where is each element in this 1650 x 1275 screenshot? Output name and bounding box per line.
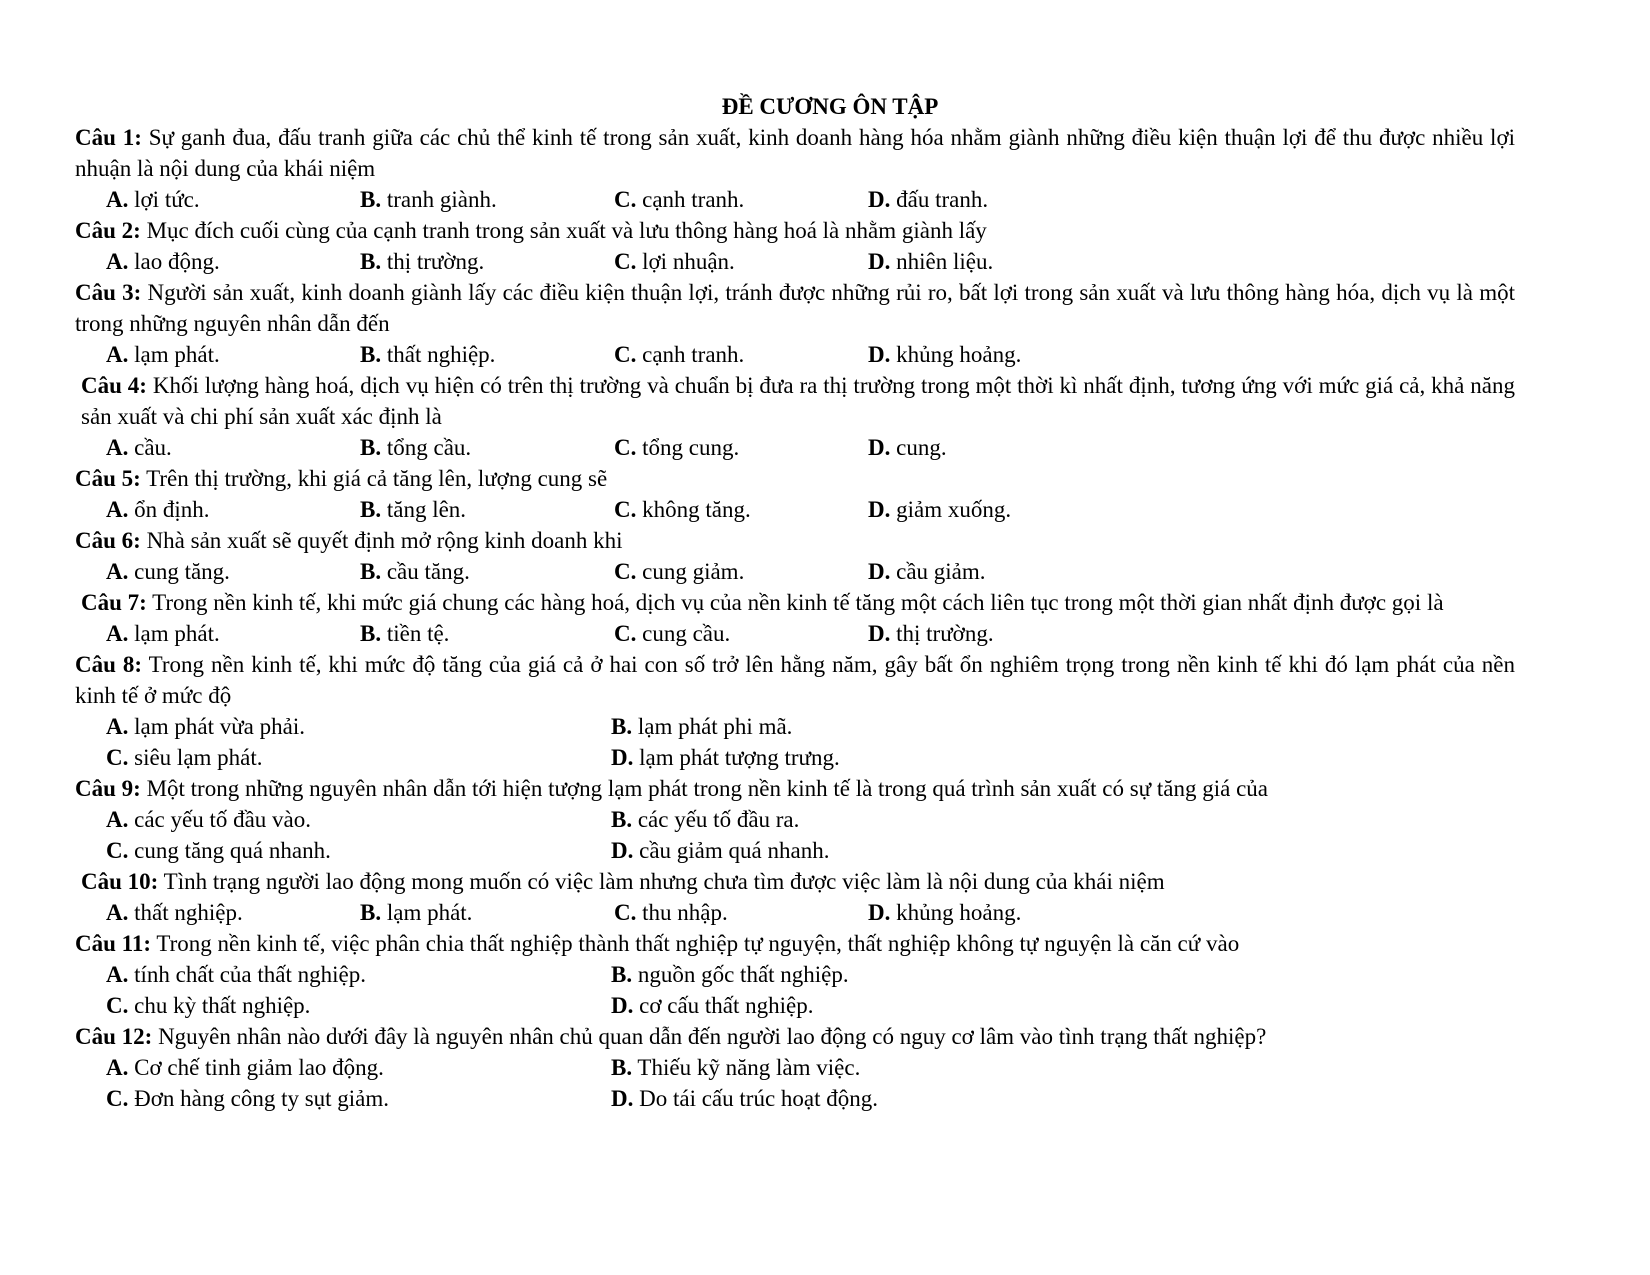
option-letter: B. [360, 187, 382, 212]
question-stem [75, 587, 1515, 618]
answer-options [75, 432, 1515, 463]
option-text: các yếu tố đầu vào. [128, 807, 312, 832]
question-stem [75, 928, 1515, 959]
answer-option [611, 1083, 1116, 1114]
question-label: Câu 7: [81, 590, 147, 615]
option-letter: C. [614, 187, 637, 212]
option-text: không tăng. [636, 497, 751, 522]
option-text: cung. [890, 435, 947, 460]
option-text: cạnh tranh. [636, 187, 745, 212]
answer-option [360, 618, 614, 649]
option-text: cung tăng. [128, 559, 230, 584]
option-text: Do tái cấu trúc hoạt động. [633, 1086, 878, 1111]
option-text: lợi tức. [128, 187, 200, 212]
question-label: Câu 10: [81, 869, 159, 894]
option-letter: A. [106, 807, 129, 832]
question-label: Câu 2: [75, 218, 141, 243]
option-letter: C. [106, 838, 129, 863]
option-text: nguồn gốc thất nghiệp. [632, 962, 849, 987]
option-text: thất nghiệp. [128, 900, 243, 925]
option-text: lạm phát vừa phải. [128, 714, 305, 739]
option-letter: B. [611, 807, 633, 832]
option-text: đấu tranh. [890, 187, 989, 212]
option-text: Thiếu kỹ năng làm việc. [632, 1055, 861, 1080]
answer-option [106, 1083, 611, 1114]
option-letter: C. [106, 745, 129, 770]
option-letter: B. [360, 621, 382, 646]
answer-option [360, 556, 614, 587]
answer-option [360, 494, 614, 525]
document-title: ĐỀ CƯƠNG ÔN TẬP [721, 94, 939, 119]
option-text: lạm phát phi mã. [632, 714, 793, 739]
answer-options [75, 339, 1515, 370]
option-text: thị trường. [890, 621, 994, 646]
question-stem [75, 1021, 1515, 1052]
answer-option [614, 246, 868, 277]
option-letter: D. [611, 745, 634, 770]
answer-option [868, 246, 1122, 277]
option-text: cung giảm. [636, 559, 745, 584]
option-text: lạm phát tượng trưng. [633, 745, 840, 770]
answer-option [106, 804, 611, 835]
answer-option [106, 1052, 611, 1083]
question-stem [75, 122, 1515, 184]
option-letter: D. [868, 187, 891, 212]
option-text: khủng hoảng. [890, 342, 1022, 367]
option-letter: B. [360, 559, 382, 584]
question-text: Sự ganh đua, đấu tranh giữa các chủ thể kinh tế trong sản xuất, kinh doanh hàng hóa nhằm giành những điều kiện thuận lợi để thu được nhiều lợi nhuận là nội dung của khái niệm [75, 125, 1516, 181]
question-label: Câu 11: [75, 931, 152, 956]
option-text: Cơ chế tinh giảm lao động. [128, 1055, 384, 1080]
question-stem [75, 277, 1515, 339]
answer-option [360, 246, 614, 277]
option-letter: C. [614, 342, 637, 367]
question-stem [75, 370, 1515, 432]
option-letter: A. [106, 714, 129, 739]
option-text: thất nghiệp. [381, 342, 496, 367]
question-12 [75, 1021, 1515, 1114]
answer-option [868, 339, 1122, 370]
option-text: cầu. [128, 435, 172, 460]
answer-options [75, 711, 1515, 773]
option-letter: C. [614, 559, 637, 584]
option-text: Đơn hàng công ty sụt giảm. [128, 1086, 390, 1111]
question-label: Câu 6: [75, 528, 141, 553]
option-letter: D. [611, 993, 634, 1018]
question-stem [75, 649, 1515, 711]
question-text: Khối lượng hàng hoá, dịch vụ hiện có trên thị trường và chuẩn bị đưa ra thị trường trong một thời kì nhất định, tương ứng với mức giá cả, khả năng sản xuất và chi phí sản xuất xác định là [81, 373, 1515, 429]
answer-options [75, 246, 1515, 277]
question-label: Câu 1: [75, 125, 142, 150]
option-text: thị trường. [381, 249, 485, 274]
document-page [75, 92, 1515, 1114]
answer-option [611, 742, 1116, 773]
option-letter: D. [611, 838, 634, 863]
question-label: Câu 5: [75, 466, 141, 491]
answer-option [614, 184, 868, 215]
answer-option [868, 618, 1122, 649]
answer-options [75, 556, 1515, 587]
option-letter: D. [868, 342, 891, 367]
option-letter: B. [360, 249, 382, 274]
answer-option [611, 711, 1116, 742]
answer-option [106, 184, 360, 215]
option-letter: C. [614, 621, 637, 646]
option-letter: A. [106, 962, 129, 987]
option-letter: B. [360, 435, 382, 460]
answer-option [106, 835, 611, 866]
question-list [75, 122, 1515, 1114]
option-text: chu kỳ thất nghiệp. [128, 993, 311, 1018]
option-letter: D. [868, 900, 891, 925]
answer-option [868, 494, 1122, 525]
option-text: tiền tệ. [381, 621, 450, 646]
question-label: Câu 4: [81, 373, 147, 398]
answer-option [868, 432, 1122, 463]
answer-option [868, 556, 1122, 587]
option-text: cầu giảm quá nhanh. [633, 838, 830, 863]
answer-option [106, 339, 360, 370]
answer-option [611, 835, 1116, 866]
question-stem [75, 525, 1515, 556]
question-11 [75, 928, 1515, 1021]
question-text: Trong nền kinh tế, khi mức giá chung các hàng hoá, dịch vụ của nền kinh tế tăng một cách liên tục trong một thời gian nhất định được gọi là [146, 590, 1444, 615]
question-7 [75, 587, 1515, 649]
question-label: Câu 3: [75, 280, 142, 305]
option-letter: B. [360, 497, 382, 522]
answer-option [868, 897, 1122, 928]
option-letter: D. [868, 497, 891, 522]
option-text: lạm phát. [128, 342, 220, 367]
option-text: khủng hoảng. [890, 900, 1022, 925]
question-3 [75, 277, 1515, 370]
option-text: lợi nhuận. [636, 249, 735, 274]
answer-option [360, 339, 614, 370]
answer-options [75, 897, 1515, 928]
option-letter: A. [106, 1055, 129, 1080]
answer-option [106, 711, 611, 742]
answer-option [106, 618, 360, 649]
question-2 [75, 215, 1515, 277]
question-4 [75, 370, 1515, 463]
answer-options [75, 959, 1515, 1021]
question-stem [75, 773, 1515, 804]
option-text: tổng cầu. [381, 435, 472, 460]
option-text: cung cầu. [636, 621, 731, 646]
answer-option [106, 742, 611, 773]
option-letter: C. [106, 1086, 129, 1111]
option-text: tính chất của thất nghiệp. [128, 962, 366, 987]
answer-option [614, 618, 868, 649]
option-text: cơ cấu thất nghiệp. [633, 993, 814, 1018]
option-letter: D. [868, 249, 891, 274]
option-text: cạnh tranh. [636, 342, 745, 367]
option-letter: A. [106, 497, 129, 522]
option-text: thu nhập. [636, 900, 728, 925]
option-text: tranh giành. [381, 187, 497, 212]
answer-option [611, 959, 1116, 990]
option-letter: A. [106, 900, 129, 925]
answer-options [75, 804, 1515, 866]
option-text: cung tăng quá nhanh. [128, 838, 331, 863]
answer-option [106, 959, 611, 990]
question-label: Câu 9: [75, 776, 141, 801]
option-letter: D. [611, 1086, 634, 1111]
option-letter: A. [106, 621, 129, 646]
option-text: giảm xuống. [890, 497, 1012, 522]
answer-option [106, 897, 360, 928]
question-5 [75, 463, 1515, 525]
answer-option [614, 432, 868, 463]
question-text: Người sản xuất, kinh doanh giành lấy các điều kiện thuận lợi, tránh được những rủi ro, bất lợi trong sản xuất và lưu thông hàng hóa, dịch vụ là một trong những nguyên nhân dẫn đến [75, 280, 1515, 336]
option-letter: C. [614, 435, 637, 460]
answer-option [614, 339, 868, 370]
question-text: Trong nền kinh tế, khi mức độ tăng của giá cả ở hai con số trở lên hằng năm, gây bất ổn nghiêm trọng trong nền kinh tế khi đó lạm phát của nền kinh tế ở mức độ [75, 652, 1516, 708]
option-letter: B. [611, 1055, 633, 1080]
option-letter: B. [360, 900, 382, 925]
option-text: lạm phát. [128, 621, 220, 646]
option-text: các yếu tố đầu ra. [632, 807, 800, 832]
option-text: siêu lạm phát. [128, 745, 263, 770]
question-stem [75, 463, 1515, 494]
question-10 [75, 866, 1515, 928]
answer-option [611, 1052, 1116, 1083]
option-text: cầu giảm. [890, 559, 986, 584]
question-1 [75, 122, 1515, 215]
answer-option [611, 990, 1116, 1021]
option-text: ổn định. [128, 497, 210, 522]
question-text: Mục đích cuối cùng của cạnh tranh trong sản xuất và lưu thông hàng hoá là nhằm giành lấy [140, 218, 987, 243]
question-text: Một trong những nguyên nhân dẫn tới hiện tượng lạm phát trong nền kinh tế là trong quá trình sản xuất có sự tăng giá của [140, 776, 1268, 801]
option-letter: A. [106, 249, 129, 274]
question-label: Câu 8: [75, 652, 143, 677]
option-letter: B. [611, 962, 633, 987]
answer-option [106, 246, 360, 277]
option-letter: D. [868, 435, 891, 460]
answer-option [106, 494, 360, 525]
answer-option [360, 432, 614, 463]
answer-option [614, 494, 868, 525]
question-text: Trên thị trường, khi giá cả tăng lên, lượng cung sẽ [140, 466, 608, 491]
option-text: lao động. [128, 249, 220, 274]
option-text: tổng cung. [636, 435, 740, 460]
option-text: tăng lên. [381, 497, 467, 522]
answer-options [75, 618, 1515, 649]
answer-option [360, 897, 614, 928]
answer-options [75, 1052, 1515, 1114]
question-stem [75, 866, 1515, 897]
answer-options [75, 184, 1515, 215]
question-9 [75, 773, 1515, 866]
option-text: cầu tăng. [381, 559, 470, 584]
option-text: lạm phát. [381, 900, 473, 925]
answer-option [614, 556, 868, 587]
option-letter: A. [106, 342, 129, 367]
answer-option [868, 184, 1122, 215]
option-letter: B. [611, 714, 633, 739]
question-text: Tình trạng người lao động mong muốn có việc làm nhưng chưa tìm được việc làm là nội dung của khái niệm [158, 869, 1165, 894]
answer-option [106, 990, 611, 1021]
option-letter: C. [106, 993, 129, 1018]
question-text: Nguyên nhân nào dưới đây là nguyên nhân chủ quan dẫn đến người lao động có nguy cơ lâm vào tình trạng thất nghiệp? [152, 1024, 1267, 1049]
option-letter: A. [106, 187, 129, 212]
option-letter: B. [360, 342, 382, 367]
answer-option [106, 556, 360, 587]
option-letter: D. [868, 559, 891, 584]
option-letter: A. [106, 435, 129, 460]
question-text: Trong nền kinh tế, việc phân chia thất nghiệp thành thất nghiệp tự nguyện, thất nghiệp không tự nguyện là căn cứ vào [151, 931, 1240, 956]
answer-option [360, 184, 614, 215]
answer-option [614, 897, 868, 928]
option-letter: A. [106, 559, 129, 584]
option-text: nhiên liệu. [890, 249, 994, 274]
question-label: Câu 12: [75, 1024, 153, 1049]
answer-options [75, 494, 1515, 525]
answer-option [611, 804, 1116, 835]
option-letter: C. [614, 900, 637, 925]
option-letter: C. [614, 249, 637, 274]
question-text: Nhà sản xuất sẽ quyết định mở rộng kinh doanh khi [140, 528, 623, 553]
answer-option [106, 432, 360, 463]
question-8 [75, 649, 1515, 773]
option-letter: C. [614, 497, 637, 522]
option-letter: D. [868, 621, 891, 646]
question-6 [75, 525, 1515, 587]
question-stem [75, 215, 1515, 246]
